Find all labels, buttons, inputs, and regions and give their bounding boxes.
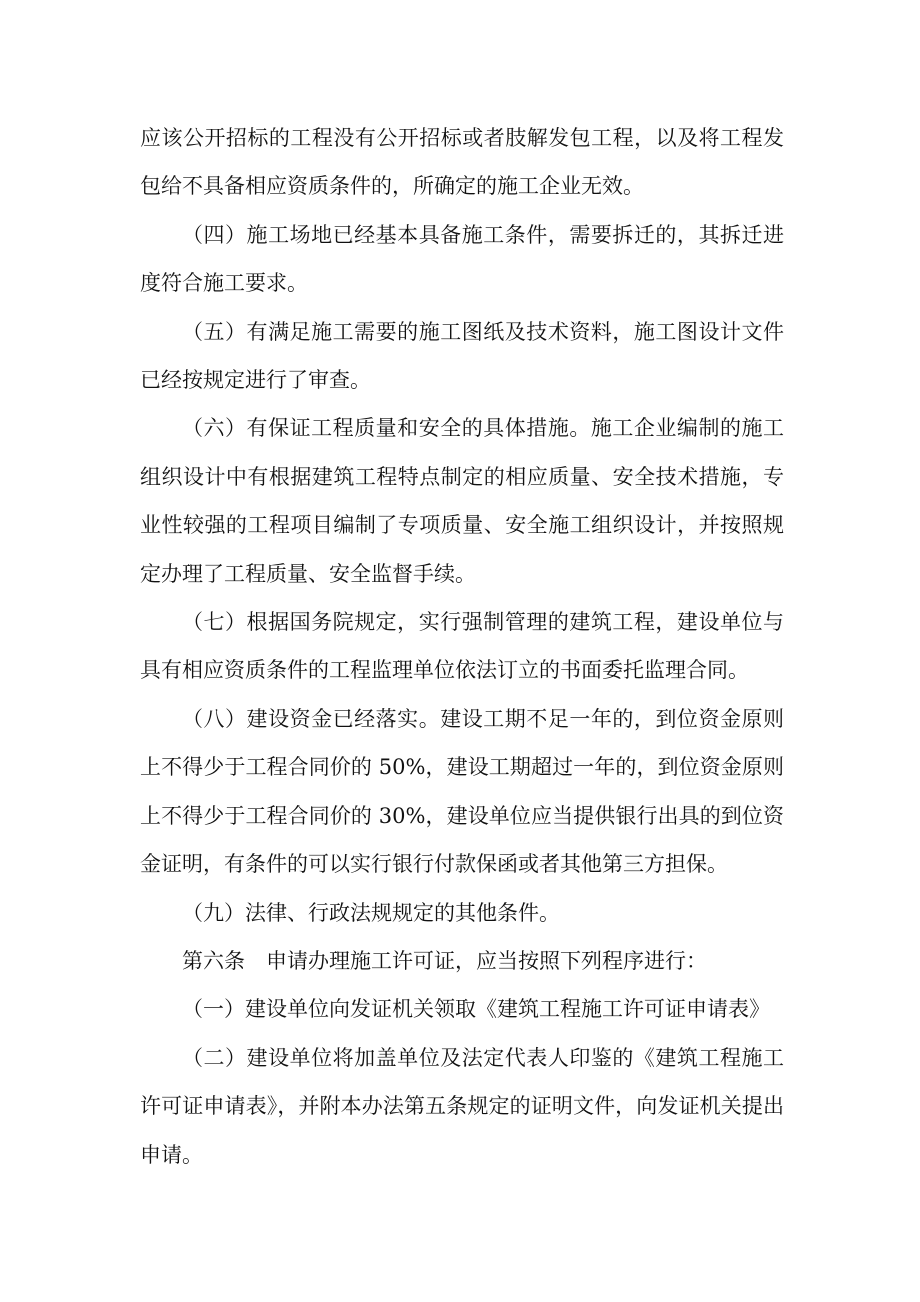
paragraph-step-2: （二）建设单位将加盖单位及法定代表人印鉴的《建筑工程施工许可证申请表》，并附本办法第五条规定的证明文件，向发证机关提出申请。 (140, 1045, 784, 1167)
paragraph-item-5: （五）有满足施工需要的施工图纸及技术资料，施工图设计文件已经按规定进行了审查。 (140, 319, 784, 393)
paragraph-item-7: （七）根据国务院规定，实行强制管理的建筑工程，建设单位与具有相应资质条件的工程监理单位依法订立的书面委托监理合同。 (140, 610, 784, 683)
paragraph-item-4: （四）施工场地已经基本具备施工条件，需要拆迁的，其拆迁进度符合施工要求。 (140, 222, 784, 296)
paragraph-item-6: （六）有保证工程质量和安全的具体措施。施工企业编制的施工组织设计中有根据建筑工程特点制定的相应质量、安全技术措施，专业性较强的工程项目编制了专项质量、安全施工组织设计，并按照规定办理了工程质量、安全监督手续。 (140, 416, 784, 586)
paragraph-continuation: 应该公开招标的工程没有公开招标或者肢解发包工程，以及将工程发包给不具备相应资质条件的，所确定的施工企业无效。 (140, 126, 784, 199)
paragraph-item-8: （八）建设资金已经落实。建设工期不足一年的，到位资金原则上不得少于工程合同价的 50%，建设工期超过一年的，到位资金原则上不得少于工程合同价的 30%，建设单位应当提供银行出具的到位资金证明，有条件的可以实行银行付款保函或者其他第三方担保。 (140, 706, 784, 877)
paragraph-item-9: （九）法律、行政法规规定的其他条件。 (182, 900, 560, 925)
paragraph-article-6: 第六条 申请办理施工许可证，应当按照下列程序进行： (182, 948, 707, 973)
paragraph-step-1: （一）建设单位向发证机关领取《建筑工程施工许可证申请表》 (182, 997, 770, 1022)
document-body (140, 114, 784, 1179)
